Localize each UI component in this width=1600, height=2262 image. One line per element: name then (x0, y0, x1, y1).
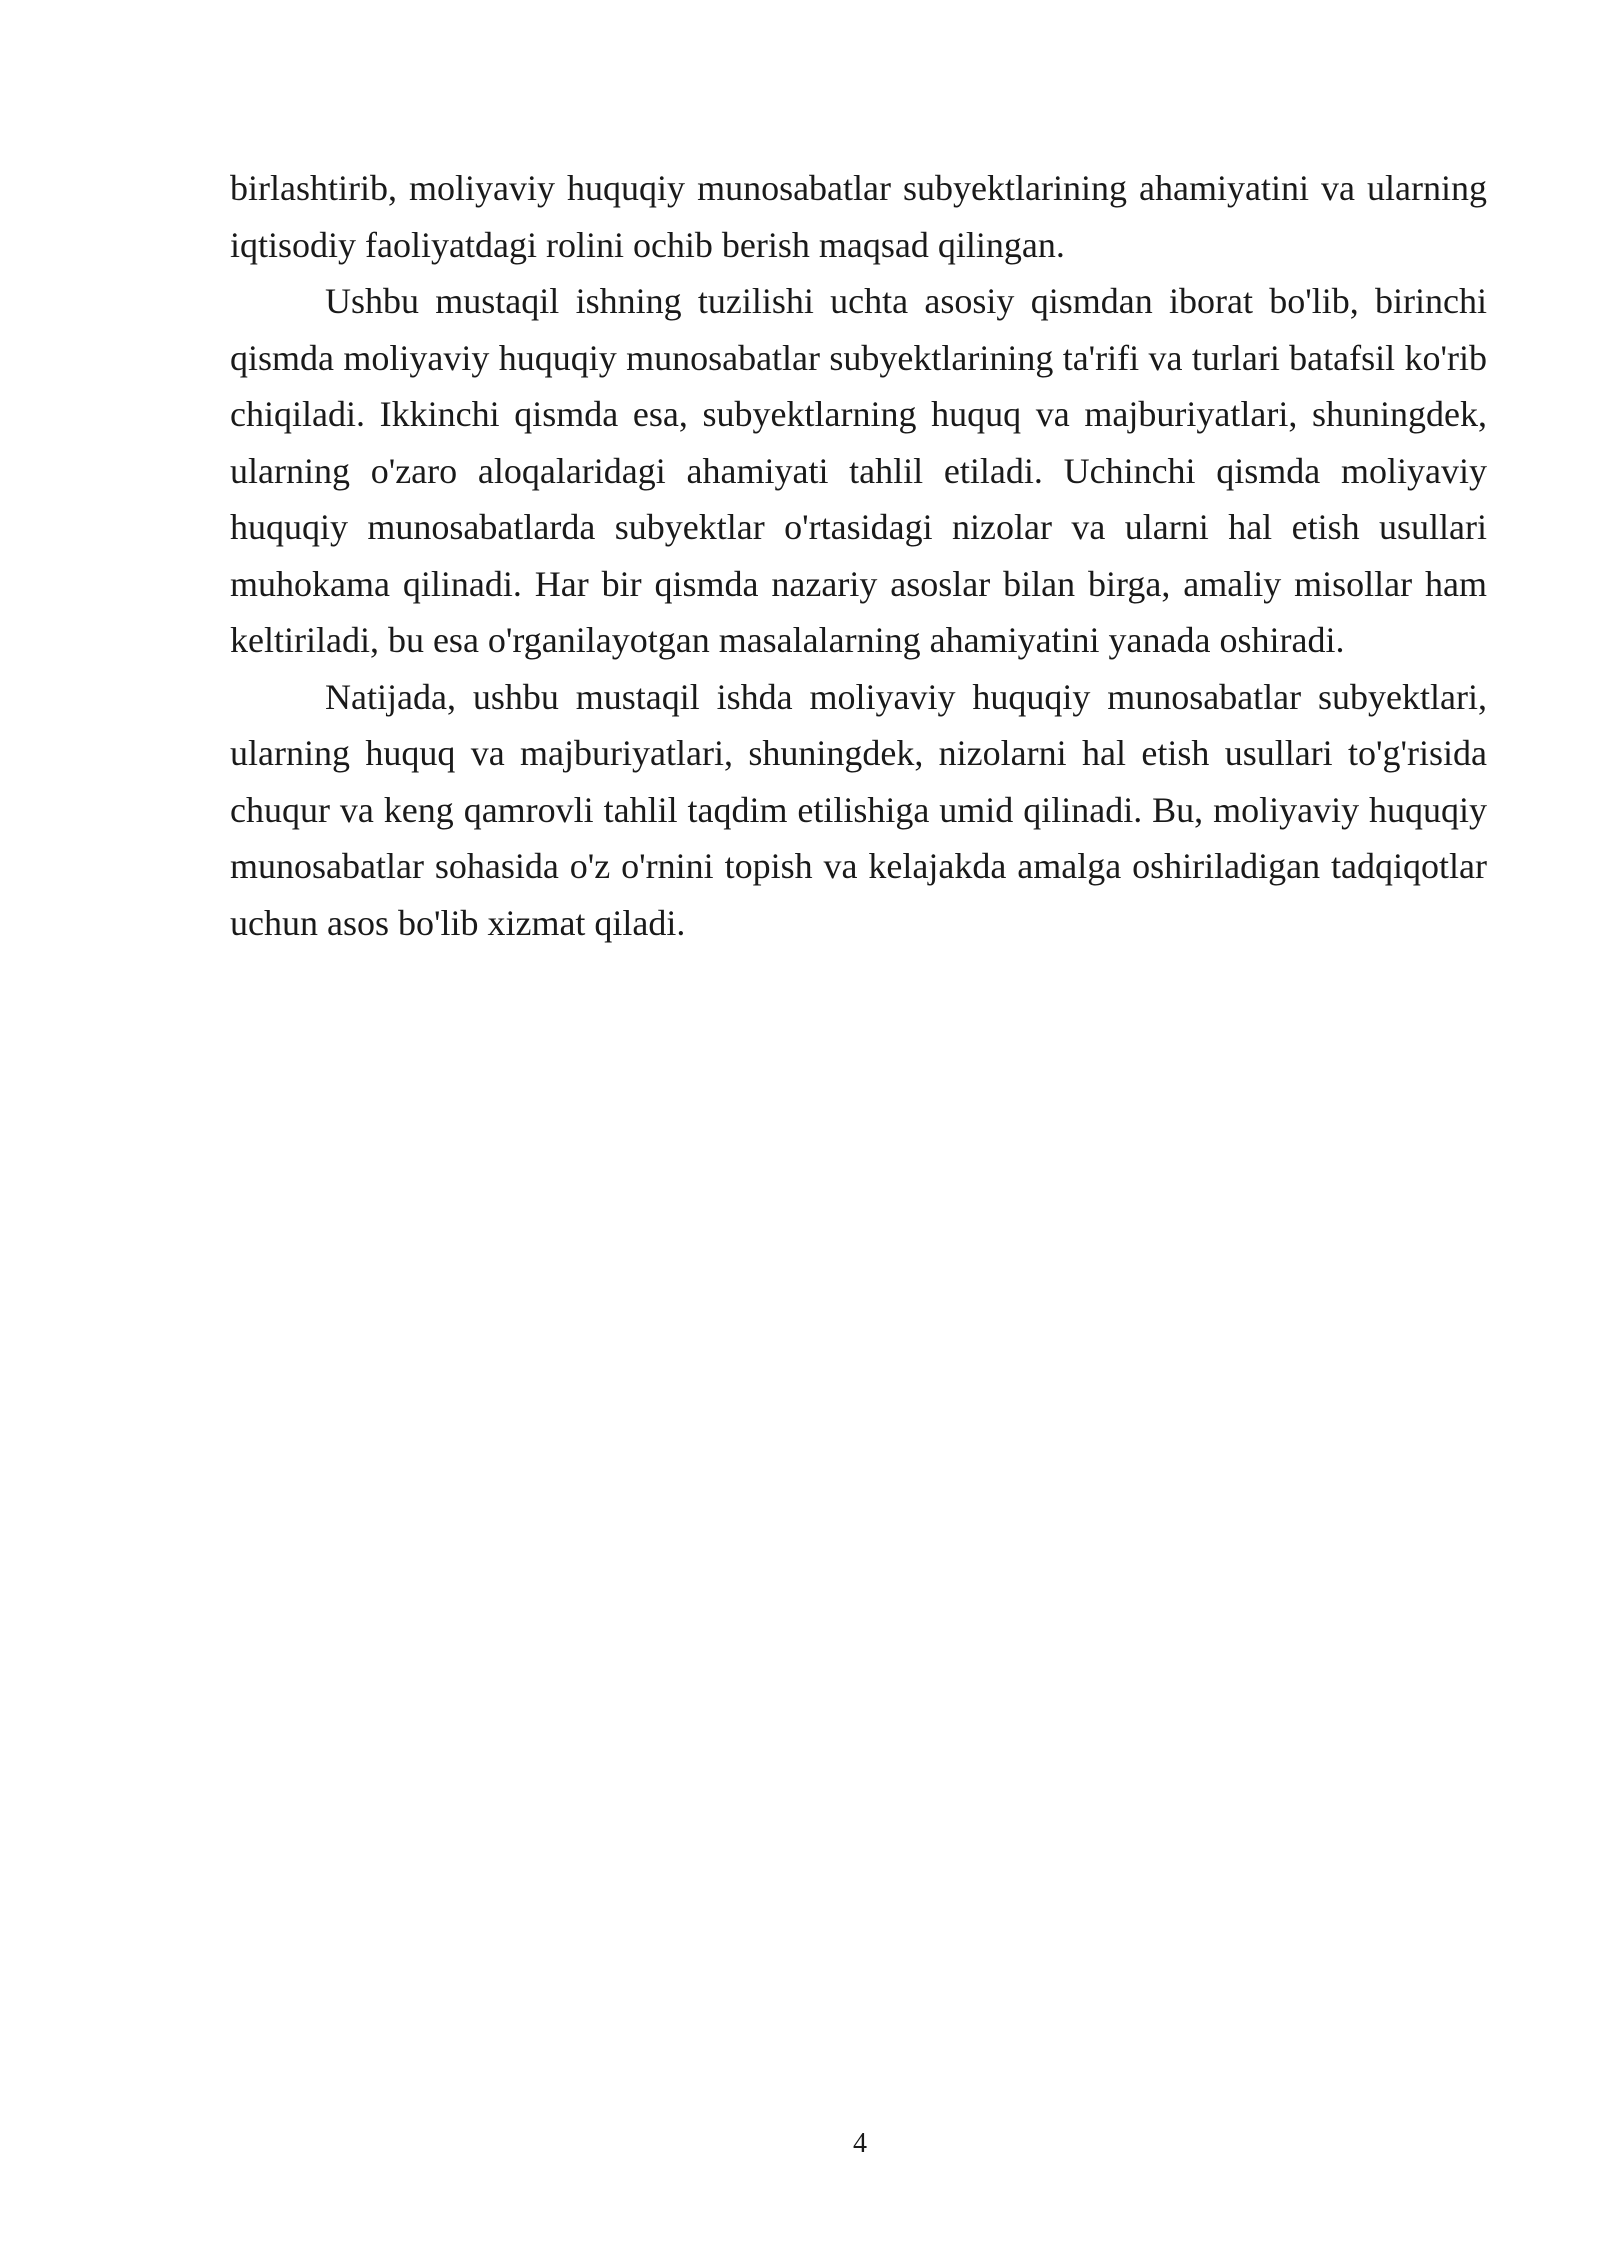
paragraph-conclusion: Natijada, ushbu mustaqil ishda moliyaviy huquqiy munosabatlar subyektlari, ularning huquq va majburiyatlari, shuningdek, nizolarni hal etish usullari to'g'risida chuqur va keng qamrovli tahlil taqdim etilishiga umid qilinadi. Bu, moliyaviy huquqiy munosabatlar sohasida o'z o'rnini topish va kelajakda amalga oshiriladigan tadqiqotlar uchun asos bo'lib xizmat qiladi. (230, 676, 1487, 943)
paragraph-continuation: birlashtirib, moliyaviy huquqiy munosabatlar subyektlarining ahamiyatini va ularning iqtisodiy faoliyatdagi rolini ochib berish maqsad qilingan. (230, 168, 1487, 265)
paragraph-structure: Ushbu mustaqil ishning tuzilishi uchta asosiy qismdan iborat bo'lib, birinchi qismda moliyaviy huquqiy munosabatlar subyektlarining ta'rifi va turlari batafsil ko'rib chiqiladi. Ikkinchi qismda esa, subyektlarning huquq va majburiyatlari, shuningdek, ularning o'zaro aloqalaridagi ahamiyati tahlil etiladi. Uchinchi qismda moliyaviy huquqiy munosabatlarda subyektlar o'rtasidagi nizolar va ularni hal etish usullari muhokama qilinadi. Har bir qismda nazariy asoslar bilan birga, amaliy misollar ham keltiriladi, bu esa o'rganilayotgan masalalarning ahamiyatini yanada oshiradi. (230, 281, 1487, 660)
page-number: 4 (853, 2128, 867, 2159)
body-text (230, 160, 1487, 951)
